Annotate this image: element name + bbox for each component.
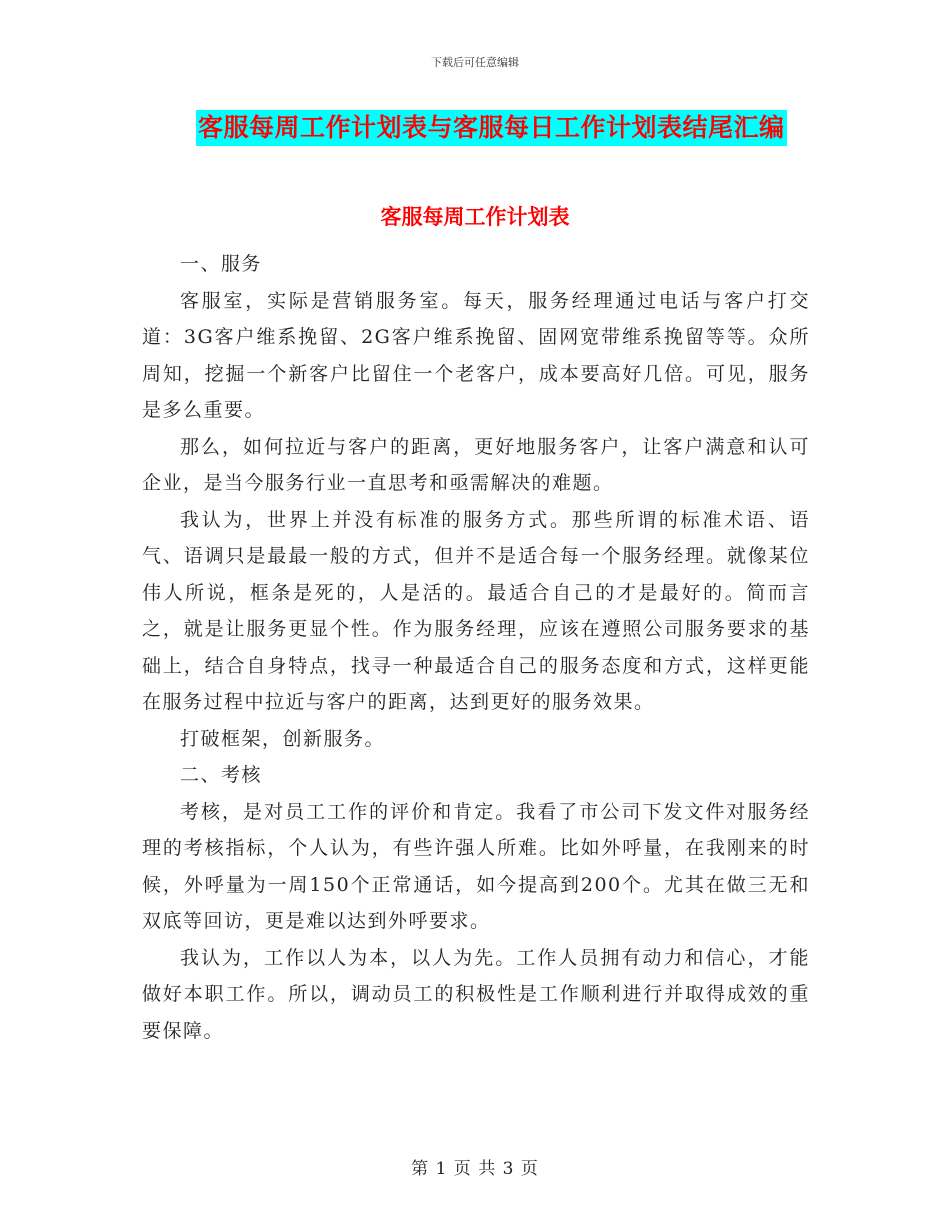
paragraph: 我认为，世界上并没有标准的服务方式。那些所谓的标准术语、语气、语调只是最最一般的方式，但并不是适合每一个服务经理。就像某位伟人所说，框条是死的，人是活的。最适合自己的才是最好的。简而言之，就是让服务更显个性。作为服务经理，应该在遵照公司服务要求的基础上，结合自身特点，找寻一种最适合自己的服务态度和方式，这样更能在服务过程中拉近与客户的距离，达到更好的服务效果。 [142, 508, 810, 713]
paragraph: 我认为，工作以人为本，以人为先。工作人员拥有动力和信心，才能做好本职工作。所以，调动员工的积极性是工作顺利进行并取得成效的重要保障。 [142, 946, 810, 1042]
paragraph: 考核，是对员工工作的评价和肯定。我看了市公司下发文件对服务经理的考核指标，个人认为，有些许强人所难。比如外呼量，在我刚来的时候，外呼量为一周150个正常通话，如今提高到200个。尤其在做三无和双底等回访，更是难以达到外呼要求。 [142, 800, 810, 932]
heading-service: 一、服务 [180, 253, 263, 275]
paragraph: 打破框架，创新服务。 [180, 727, 386, 750]
paragraph: 那么，如何拉近与客户的距离，更好地服务客户，让客户满意和认可企业，是当今服务行业一直思考和亟需解决的难题。 [142, 435, 810, 494]
page-number: 第 1 页 共 3 页 [411, 1159, 539, 1179]
document-body [142, 246, 810, 1049]
document-title: 客服每周工作计划表与客服每日工作计划表结尾汇编 [196, 110, 787, 146]
heading-assessment: 二、考核 [180, 764, 263, 786]
section-title: 客服每周工作计划表 [380, 204, 570, 229]
header-note: 下载后可任意编辑 [431, 56, 519, 69]
paragraph: 客服室，实际是营销服务室。每天，服务经理通过电话与客户打交道：3G客户维系挽留、2G客户维系挽留、固网宽带维系挽留等等。众所周知，挖掘一个新客户比留住一个老客户，成本要高好几倍。可见，服务是多么重要。 [142, 289, 810, 421]
